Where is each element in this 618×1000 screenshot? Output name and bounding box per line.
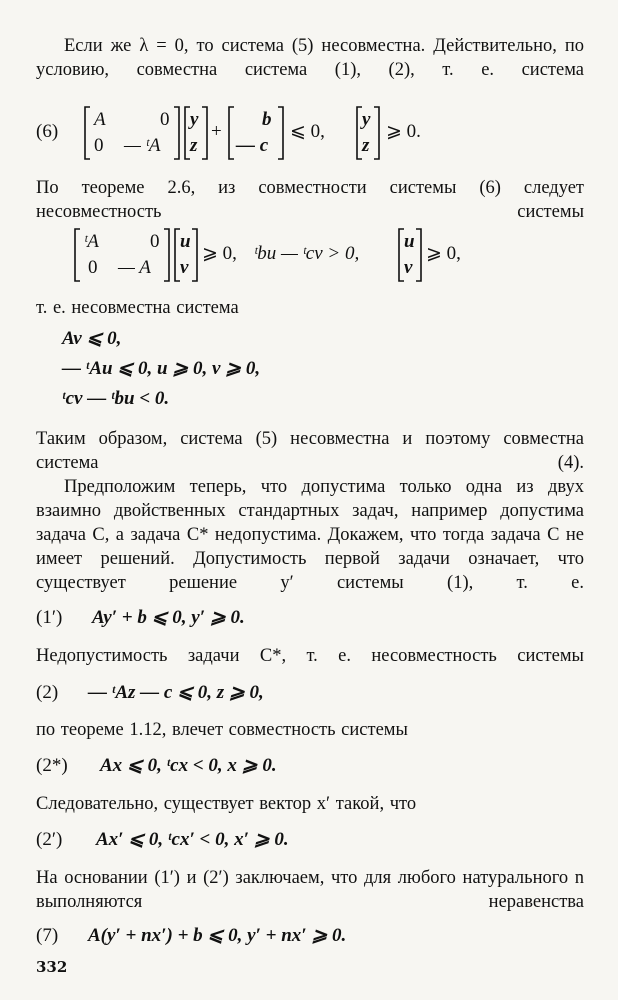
eq6-b2: — c [236,135,269,156]
paragraph-7 [36,718,584,742]
dual-m21: 0 [88,257,98,278]
eq6-m12: 0 [160,109,170,130]
eq6-plus: + [211,121,222,142]
para1-text: Если же λ = 0, то система (5) несовместна. Действительно, по условию, совместна система (1), (2), т. е. система [36,36,584,80]
eq7-expr: A(y′ + nx′) + b ⩽ 0, y′ + nx′ ⩾ 0. [88,925,347,946]
para2-text: По теореме 2.6, из совместности системы (6) следует несовместность системы [36,178,584,222]
paragraph-2 [36,176,584,224]
eq6-w2: z [362,135,370,156]
eq1p-expr: Ay′ + b ⩽ 0, y′ ⩾ 0. [92,607,245,628]
paragraph-9 [36,866,584,914]
sys-line-2: — ᵗAu ⩽ 0, u ⩾ 0, v ⩾ 0, [62,358,261,379]
dual-m11: ᵗA [84,231,99,252]
eq6-m22: — ᵗA [124,135,161,156]
para6-text: Недопустимость задачи C*, т. е. несовместность системы [36,646,584,666]
eq2s-label: (2*) [36,755,68,776]
para7-text: по теореме 1.12, влечет совместность системы [36,720,408,740]
paragraph-1 [36,34,584,82]
dual-mid: ᵗbu — ᵗcv > 0, [254,243,360,264]
sys-line-3: ᵗcv — ᵗbu < 0. [62,388,170,409]
paragraph-3 [36,296,584,320]
eq2p-label: (2′) [36,829,63,850]
eq2p-expr: Ax′ ⩽ 0, ᵗcx′ < 0, x′ ⩾ 0. [96,829,289,850]
para3-text: т. е. несовместна система [36,298,239,318]
para4-text: Таким образом, система (5) несовместна и поэтому совместна система (4). [36,429,584,473]
dual-w2: v [404,257,413,278]
para8-text: Следовательно, существует вектор x′ такой, что [36,794,417,814]
eq6-b1: b [262,109,272,130]
paragraph-8 [36,792,584,816]
dual-m22: — A [118,257,151,278]
eq6-label: (6) [36,121,59,142]
eq2-expr: — ᵗAz — c ⩽ 0, z ⩾ 0, [88,682,264,703]
dual-v1: u [180,231,191,252]
para5-text: Предположим теперь, что допустима только одна из двух взаимно двойственных стандартных задач, например допустима задача C, а задача C* недопустима. Докажем, что тогда задача C не имеет решений. Допустимость первой задачи означает, что существует решение y′ системы (1), т. е. [36,477,584,593]
dual-w1: u [404,231,415,252]
eq2s-expr: Ax ⩽ 0, ᵗcx < 0, x ⩾ 0. [100,755,277,776]
dual-rel2: ⩾ 0, [426,243,461,264]
eq6-v2: z [190,135,198,156]
dual-v2: v [180,257,189,278]
eq2-label: (2) [36,682,59,703]
eq6-rel2: ⩾ 0. [386,121,421,142]
eq6-v1: y [190,109,199,130]
sys-line-1: Av ⩽ 0, [62,328,122,349]
eq6-m21: 0 [94,135,104,156]
eq7-label: (7) [36,925,59,946]
dual-rel1: ⩾ 0, [202,243,237,264]
eq1p-label: (1′) [36,607,63,628]
paragraph-5 [36,475,584,595]
paragraph-4 [36,427,584,475]
dual-m12: 0 [150,231,160,252]
paragraph-6 [36,644,584,668]
eq6-w1: y [362,109,371,130]
eq6-m11: A [94,109,106,130]
eq6-rel1: ⩽ 0, [290,121,325,142]
para9-text: На основании (1′) и (2′) заключаем, что для любого натурального n выполняются неравенства [36,868,584,912]
page-number: 332 [36,958,68,976]
